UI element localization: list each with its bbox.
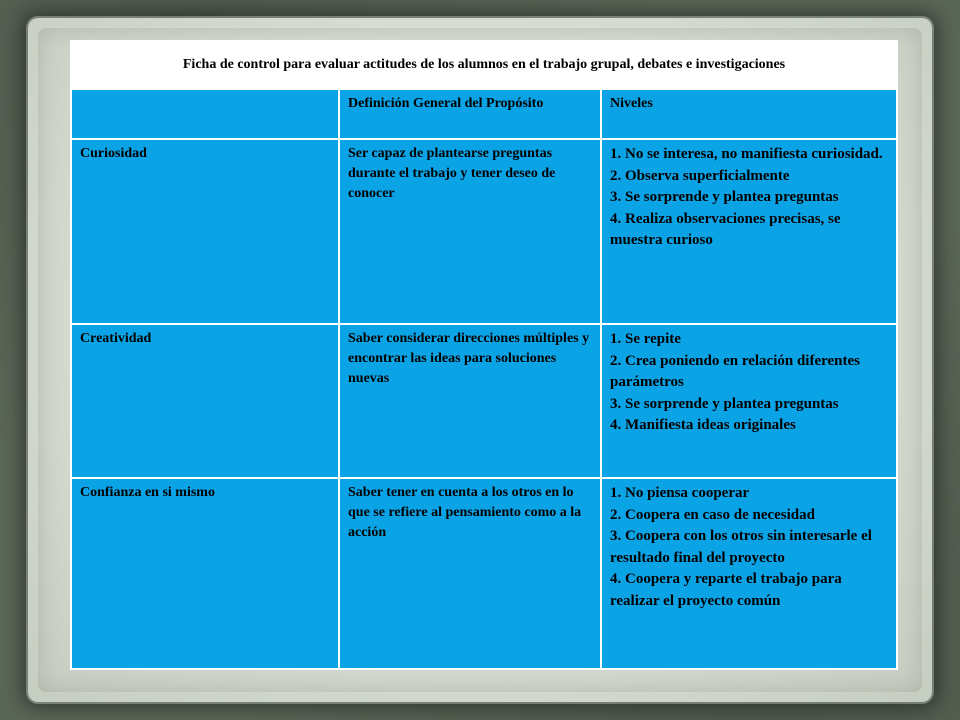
level-item: 1. Se repite	[610, 331, 681, 347]
level-item: 2. Observa superficialmente	[610, 167, 790, 184]
level-item: 3. Se sorprende y plantea preguntas	[610, 189, 839, 205]
level-item: 1. No se interesa, no manifiesta curiosidad.	[610, 146, 883, 162]
row-name-cell: Confianza en si mismo	[80, 485, 215, 500]
evaluation-table	[70, 40, 898, 670]
table-title: Ficha de control para evaluar actitudes de los alumnos en el trabajo grupal, debates e investigaciones	[72, 42, 896, 88]
level-item: 3. Se sorprende y plantea preguntas	[610, 395, 839, 412]
level-item: 4. Realiza observaciones precisas, se muestra curioso	[610, 210, 841, 248]
row-definition-cell: Ser capaz de plantearse preguntas durante el trabajo y tener deseo de conocer	[348, 146, 556, 201]
row-levels-cell	[602, 140, 896, 323]
row-name-cell: Creatividad	[80, 331, 152, 346]
level-item: 3. Coopera con los otros sin interesarle el resultado final del proyecto	[610, 528, 872, 566]
level-item: 2. Coopera en caso de necesidad	[610, 506, 815, 523]
row-definition-cell: Saber considerar direcciones múltiples y encontrar las ideas para soluciones nuevas	[348, 331, 590, 386]
level-item: 4. Manifiesta ideas originales	[610, 417, 796, 433]
row-name-cell: Curiosidad	[80, 146, 147, 161]
level-item: 1. No piensa cooperar	[610, 485, 750, 501]
row-definition-cell: Saber tener en cuenta a los otros en lo que se refiere al pensamiento como a la acción	[348, 485, 582, 540]
header-cell-definition: Definición General del Propósito	[348, 96, 544, 111]
header-cell-empty	[72, 90, 338, 138]
header-cell-levels: Niveles	[610, 96, 653, 111]
level-item: 4. Coopera y reparte el trabajo para realizar el proyecto común	[610, 571, 842, 609]
row-levels-cell	[602, 479, 896, 668]
row-levels-cell	[602, 325, 896, 477]
level-item: 2. Crea poniendo en relación diferentes parámetros	[610, 352, 860, 390]
